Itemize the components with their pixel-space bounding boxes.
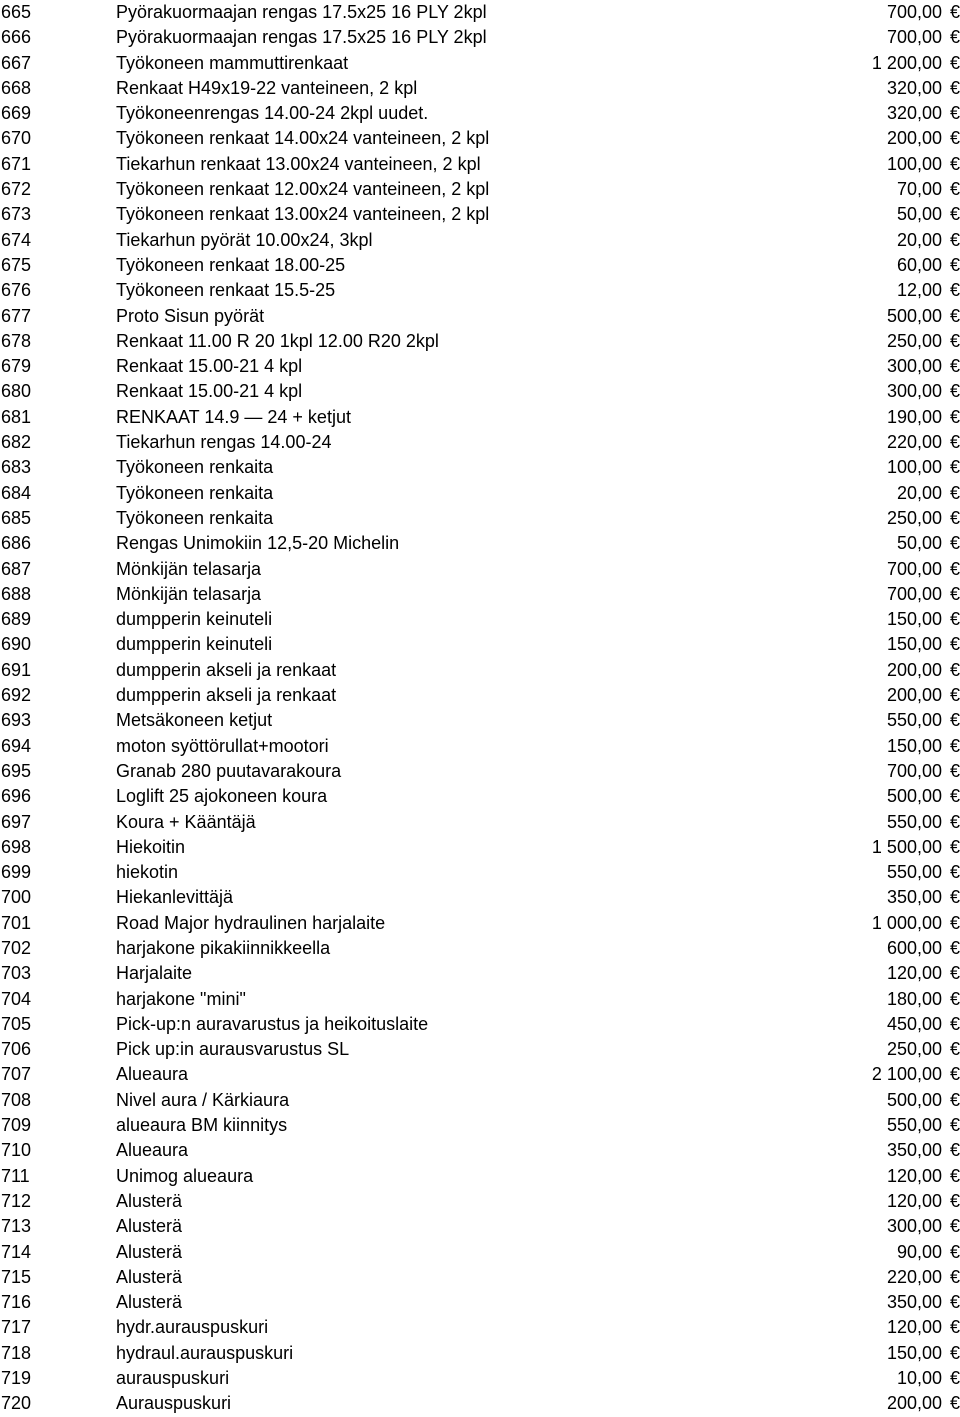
item-description: moton syöttörullat+mootori xyxy=(116,735,329,756)
item-description: Tiekarhun pyörät 10.00x24, 3kpl xyxy=(116,229,373,250)
item-price: 500,00 xyxy=(886,1089,942,1110)
item-price: 250,00 xyxy=(886,1039,942,1060)
item-price: 1 000,00 xyxy=(871,912,942,933)
item-number: 720 xyxy=(1,1393,32,1414)
item-number: 673 xyxy=(1,204,32,225)
list-item xyxy=(0,126,960,151)
currency-symbol: € xyxy=(949,1342,960,1363)
item-price: 350,00 xyxy=(886,1292,942,1313)
item-number: 702 xyxy=(1,937,32,958)
item-price: 150,00 xyxy=(886,1342,942,1363)
item-description: Tiekarhun renkaat 13.00x24 vanteineen, 2 kpl xyxy=(116,153,481,174)
currency-symbol: € xyxy=(949,2,960,22)
item-description: Road Major hydraulinen harjalaite xyxy=(116,912,386,933)
item-number: 686 xyxy=(1,533,32,554)
list-item xyxy=(0,25,960,50)
item-price: 220,00 xyxy=(886,432,942,453)
currency-symbol: € xyxy=(949,356,960,377)
item-description: Harjalaite xyxy=(116,963,193,984)
item-price: 220,00 xyxy=(886,1266,942,1287)
list-item xyxy=(0,430,960,455)
list-item xyxy=(0,810,960,835)
item-number: 674 xyxy=(1,229,32,250)
item-description: dumpperin akseli ja renkaat xyxy=(116,659,337,680)
currency-symbol: € xyxy=(949,811,960,832)
item-description: Metsäkoneen ketjut xyxy=(116,710,273,731)
item-number: 711 xyxy=(1,1165,30,1186)
item-number: 688 xyxy=(1,583,32,604)
currency-symbol: € xyxy=(949,432,960,453)
item-description: Aurauspuskuri xyxy=(116,1393,232,1414)
item-description: Renkaat 15.00-21 4 kpl xyxy=(116,381,303,402)
currency-symbol: € xyxy=(949,710,960,731)
item-number: 713 xyxy=(1,1216,32,1237)
item-price: 200,00 xyxy=(886,128,942,149)
item-number: 699 xyxy=(1,862,32,883)
currency-symbol: € xyxy=(949,280,960,301)
item-description: Proto Sisun pyörät xyxy=(116,305,265,326)
currency-symbol: € xyxy=(949,153,960,174)
currency-symbol: € xyxy=(949,254,960,275)
item-price: 120,00 xyxy=(886,1317,942,1338)
item-number: 676 xyxy=(1,280,32,301)
item-price: 450,00 xyxy=(886,1013,942,1034)
item-description: Hiekanlevittäjä xyxy=(116,887,234,908)
list-item xyxy=(0,51,960,76)
item-number: 670 xyxy=(1,128,32,149)
item-number: 692 xyxy=(1,685,32,706)
item-number: 675 xyxy=(1,254,32,275)
item-price: 10,00 xyxy=(896,1368,942,1389)
currency-symbol: € xyxy=(949,381,960,402)
item-price: 100,00 xyxy=(886,457,942,478)
item-price: 50,00 xyxy=(896,204,942,225)
item-description: Tiekarhun rengas 14.00-24 xyxy=(116,432,332,453)
item-description: harjakone "mini" xyxy=(116,988,246,1009)
list-item xyxy=(0,405,960,430)
currency-symbol: € xyxy=(949,1013,960,1034)
item-number: 689 xyxy=(1,609,32,630)
item-description: Työkoneen renkaat 15.5-25 xyxy=(116,280,336,301)
item-price: 320,00 xyxy=(886,103,942,124)
item-number: 679 xyxy=(1,356,32,377)
list-item xyxy=(0,152,960,177)
currency-symbol: € xyxy=(949,735,960,756)
item-number: 690 xyxy=(1,634,32,655)
currency-symbol: € xyxy=(949,406,960,427)
item-number: 677 xyxy=(1,305,32,326)
list-item xyxy=(0,1164,960,1189)
item-description: Työkoneen renkaat 14.00x24 vanteineen, 2 kpl xyxy=(116,128,490,149)
item-description: hydraul.aurauspuskuri xyxy=(116,1342,294,1363)
currency-symbol: € xyxy=(949,330,960,351)
item-price: 190,00 xyxy=(886,406,942,427)
item-description: Renkaat H49x19-22 vanteineen, 2 kpl xyxy=(116,77,418,98)
list-item xyxy=(0,455,960,480)
currency-symbol: € xyxy=(949,937,960,958)
list-item xyxy=(0,506,960,531)
item-number: 682 xyxy=(1,432,32,453)
list-item xyxy=(0,1366,960,1391)
item-number: 669 xyxy=(1,103,32,124)
item-price: 90,00 xyxy=(896,1241,942,1262)
list-item xyxy=(0,582,960,607)
currency-symbol: € xyxy=(949,457,960,478)
list-item xyxy=(0,329,960,354)
list-item xyxy=(0,278,960,303)
currency-symbol: € xyxy=(949,229,960,250)
currency-symbol: € xyxy=(949,52,960,73)
list-item xyxy=(0,177,960,202)
currency-symbol: € xyxy=(949,609,960,630)
currency-symbol: € xyxy=(949,1165,960,1186)
item-number: 708 xyxy=(1,1089,32,1110)
item-description: Alueaura xyxy=(116,1064,189,1085)
list-item xyxy=(0,835,960,860)
list-item xyxy=(0,1012,960,1037)
item-description: Työkoneenrengas 14.00-24 2kpl uudet. xyxy=(116,103,429,124)
item-price: 500,00 xyxy=(886,305,942,326)
currency-symbol: € xyxy=(949,1292,960,1313)
item-description: RENKAAT 14.9 — 24 + ketjut xyxy=(116,406,351,427)
list-item xyxy=(0,759,960,784)
item-price: 600,00 xyxy=(886,937,942,958)
currency-symbol: € xyxy=(949,1241,960,1262)
item-description: alueaura BM kiinnitys xyxy=(116,1115,288,1136)
item-description: Granab 280 puutavarakoura xyxy=(116,760,342,781)
item-price: 300,00 xyxy=(886,381,942,402)
item-description: Renkaat 11.00 R 20 1kpl 12.00 R20 2kpl xyxy=(116,330,439,351)
currency-symbol: € xyxy=(949,128,960,149)
currency-symbol: € xyxy=(949,482,960,503)
item-price: 550,00 xyxy=(886,1115,942,1136)
item-description: Työkoneen renkaat 18.00-25 xyxy=(116,254,346,275)
item-description: Työkoneen renkaita xyxy=(116,507,274,528)
list-item xyxy=(0,936,960,961)
item-price: 150,00 xyxy=(886,735,942,756)
list-item xyxy=(0,481,960,506)
item-description: Työkoneen renkaita xyxy=(116,482,274,503)
item-number: 697 xyxy=(1,811,32,832)
list-item xyxy=(0,1214,960,1239)
item-number: 701 xyxy=(1,912,32,933)
item-number: 717 xyxy=(1,1317,32,1338)
item-description: Mönkijän telasarja xyxy=(116,583,262,604)
currency-symbol: € xyxy=(949,862,960,883)
item-description: Koura + Kääntäjä xyxy=(116,811,256,832)
currency-symbol: € xyxy=(949,963,960,984)
currency-symbol: € xyxy=(949,912,960,933)
item-number: 681 xyxy=(1,406,32,427)
list-item xyxy=(0,1240,960,1265)
item-number: 705 xyxy=(1,1013,32,1034)
list-item xyxy=(0,0,960,25)
item-number: 709 xyxy=(1,1115,32,1136)
item-price: 550,00 xyxy=(886,862,942,883)
item-description: Alusterä xyxy=(116,1241,183,1262)
list-item xyxy=(0,304,960,329)
item-number: 719 xyxy=(1,1368,32,1389)
currency-symbol: € xyxy=(949,1039,960,1060)
list-item xyxy=(0,1088,960,1113)
item-price: 300,00 xyxy=(886,356,942,377)
list-item xyxy=(0,911,960,936)
item-description: hydr.aurauspuskuri xyxy=(116,1317,269,1338)
list-item xyxy=(0,354,960,379)
list-item xyxy=(0,253,960,278)
item-price: 200,00 xyxy=(886,1393,942,1414)
item-description: hiekotin xyxy=(116,862,179,883)
item-description: Mönkijän telasarja xyxy=(116,558,262,579)
list-item xyxy=(0,1062,960,1087)
currency-symbol: € xyxy=(949,533,960,554)
item-number: 710 xyxy=(1,1140,32,1161)
list-item xyxy=(0,607,960,632)
list-item xyxy=(0,1315,960,1340)
currency-symbol: € xyxy=(949,77,960,98)
item-price: 200,00 xyxy=(886,659,942,680)
list-item xyxy=(0,1138,960,1163)
list-item xyxy=(0,228,960,253)
item-price: 300,00 xyxy=(886,1216,942,1237)
currency-symbol: € xyxy=(949,305,960,326)
item-description: Unimog alueaura xyxy=(116,1165,254,1186)
list-item xyxy=(0,101,960,126)
item-number: 700 xyxy=(1,887,32,908)
item-number: 685 xyxy=(1,507,32,528)
item-price: 100,00 xyxy=(886,153,942,174)
item-price: 550,00 xyxy=(886,811,942,832)
item-description: Nivel aura / Kärkiaura xyxy=(116,1089,290,1110)
item-price: 250,00 xyxy=(886,330,942,351)
item-price: 350,00 xyxy=(886,1140,942,1161)
list-item xyxy=(0,987,960,1012)
currency-symbol: € xyxy=(949,988,960,1009)
item-number: 678 xyxy=(1,330,32,351)
item-price: 250,00 xyxy=(886,507,942,528)
item-number: 666 xyxy=(1,27,32,48)
currency-symbol: € xyxy=(949,836,960,857)
item-price: 320,00 xyxy=(886,77,942,98)
item-description: aurauspuskuri xyxy=(116,1368,230,1389)
item-description: Pick-up:n auravarustus ja heikoituslaite xyxy=(116,1013,429,1034)
item-price: 150,00 xyxy=(886,634,942,655)
item-number: 704 xyxy=(1,988,32,1009)
currency-symbol: € xyxy=(949,507,960,528)
currency-symbol: € xyxy=(949,1064,960,1085)
item-description: Pyörakuormaajan rengas 17.5x25 16 PLY 2kpl xyxy=(116,27,487,48)
item-price: 500,00 xyxy=(886,786,942,807)
list-item xyxy=(0,1113,960,1138)
item-number: 698 xyxy=(1,836,32,857)
currency-symbol: € xyxy=(949,634,960,655)
item-price: 120,00 xyxy=(886,1190,942,1211)
list-item xyxy=(0,961,960,986)
list-item xyxy=(0,1189,960,1214)
currency-symbol: € xyxy=(949,27,960,48)
item-number: 714 xyxy=(1,1241,32,1262)
list-item xyxy=(0,708,960,733)
currency-symbol: € xyxy=(949,204,960,225)
currency-symbol: € xyxy=(949,103,960,124)
item-description: Hiekoitin xyxy=(116,836,186,857)
item-description: Työkoneen renkaat 13.00x24 vanteineen, 2 kpl xyxy=(116,204,490,225)
item-description: Rengas Unimokiin 12,5-20 Michelin xyxy=(116,533,400,554)
list-item xyxy=(0,1391,960,1416)
item-price: 150,00 xyxy=(886,609,942,630)
list-item xyxy=(0,1290,960,1315)
item-price: 700,00 xyxy=(886,27,942,48)
item-description: Loglift 25 ajokoneen koura xyxy=(116,786,328,807)
currency-symbol: € xyxy=(949,1140,960,1161)
item-number: 718 xyxy=(1,1342,32,1363)
item-description: Työkoneen mammuttirenkaat xyxy=(116,52,349,73)
item-price: 50,00 xyxy=(896,533,942,554)
item-number: 693 xyxy=(1,710,32,731)
currency-symbol: € xyxy=(949,1115,960,1136)
currency-symbol: € xyxy=(949,179,960,200)
item-number: 715 xyxy=(1,1266,32,1287)
item-number: 707 xyxy=(1,1064,32,1085)
list-item xyxy=(0,1341,960,1366)
item-number: 667 xyxy=(1,52,32,73)
item-price: 60,00 xyxy=(896,254,942,275)
item-description: Alusterä xyxy=(116,1190,183,1211)
currency-symbol: € xyxy=(949,1266,960,1287)
item-number: 706 xyxy=(1,1039,32,1060)
item-number: 712 xyxy=(1,1190,32,1211)
item-price: 700,00 xyxy=(886,583,942,604)
item-price: 1 500,00 xyxy=(871,836,942,857)
item-number: 668 xyxy=(1,77,32,98)
currency-symbol: € xyxy=(949,1317,960,1338)
item-number: 684 xyxy=(1,482,32,503)
currency-symbol: € xyxy=(949,558,960,579)
item-price: 2 100,00 xyxy=(871,1064,942,1085)
currency-symbol: € xyxy=(949,1216,960,1237)
item-number: 691 xyxy=(1,659,32,680)
item-price: 1 200,00 xyxy=(871,52,942,73)
item-number: 687 xyxy=(1,558,32,579)
currency-symbol: € xyxy=(949,760,960,781)
list-item xyxy=(0,557,960,582)
currency-symbol: € xyxy=(949,786,960,807)
item-description: Pick up:in aurausvarustus SL xyxy=(116,1039,350,1060)
item-price: 350,00 xyxy=(886,887,942,908)
item-price: 700,00 xyxy=(886,558,942,579)
item-description: Alusterä xyxy=(116,1266,183,1287)
list-item xyxy=(0,734,960,759)
currency-symbol: € xyxy=(949,685,960,706)
list-item xyxy=(0,683,960,708)
item-description: Työkoneen renkaita xyxy=(116,457,274,478)
item-description: Pyörakuormaajan rengas 17.5x25 16 PLY 2kpl xyxy=(116,2,487,22)
item-number: 716 xyxy=(1,1292,32,1313)
list-item xyxy=(0,531,960,556)
list-item xyxy=(0,202,960,227)
item-number: 672 xyxy=(1,179,32,200)
list-item xyxy=(0,1265,960,1290)
currency-symbol: € xyxy=(949,887,960,908)
list-item xyxy=(0,860,960,885)
item-number: 695 xyxy=(1,760,32,781)
item-price: 70,00 xyxy=(896,179,942,200)
list-item xyxy=(0,658,960,683)
currency-symbol: € xyxy=(949,1089,960,1110)
item-description: Alueaura xyxy=(116,1140,189,1161)
item-number: 680 xyxy=(1,381,32,402)
item-number: 703 xyxy=(1,963,32,984)
currency-symbol: € xyxy=(949,1190,960,1211)
item-price: 200,00 xyxy=(886,685,942,706)
list-item xyxy=(0,784,960,809)
list-item xyxy=(0,76,960,101)
item-price: 12,00 xyxy=(896,280,942,301)
currency-symbol: € xyxy=(949,583,960,604)
item-description: dumpperin keinuteli xyxy=(116,609,273,630)
item-price: 700,00 xyxy=(886,760,942,781)
item-number: 683 xyxy=(1,457,32,478)
item-number: 671 xyxy=(1,153,32,174)
item-number: 696 xyxy=(1,786,32,807)
item-description: dumpperin keinuteli xyxy=(116,634,273,655)
item-price: 180,00 xyxy=(886,988,942,1009)
currency-symbol: € xyxy=(949,1368,960,1389)
item-description: Alusterä xyxy=(116,1216,183,1237)
item-description: Renkaat 15.00-21 4 kpl xyxy=(116,356,303,377)
item-price: 550,00 xyxy=(886,710,942,731)
currency-symbol: € xyxy=(949,659,960,680)
item-description: harjakone pikakiinnikkeella xyxy=(116,937,331,958)
item-price: 120,00 xyxy=(886,1165,942,1186)
list-item xyxy=(0,1037,960,1062)
item-description: Alusterä xyxy=(116,1292,183,1313)
list-item xyxy=(0,632,960,657)
currency-symbol: € xyxy=(949,1393,960,1414)
item-description: Työkoneen renkaat 12.00x24 vanteineen, 2 kpl xyxy=(116,179,490,200)
item-number: 665 xyxy=(1,2,32,22)
list-item xyxy=(0,379,960,404)
item-price: 20,00 xyxy=(896,482,942,503)
item-description: dumpperin akseli ja renkaat xyxy=(116,685,337,706)
item-price: 120,00 xyxy=(886,963,942,984)
item-price: 700,00 xyxy=(886,2,942,22)
list-item xyxy=(0,885,960,910)
item-price: 20,00 xyxy=(896,229,942,250)
item-number: 694 xyxy=(1,735,32,756)
